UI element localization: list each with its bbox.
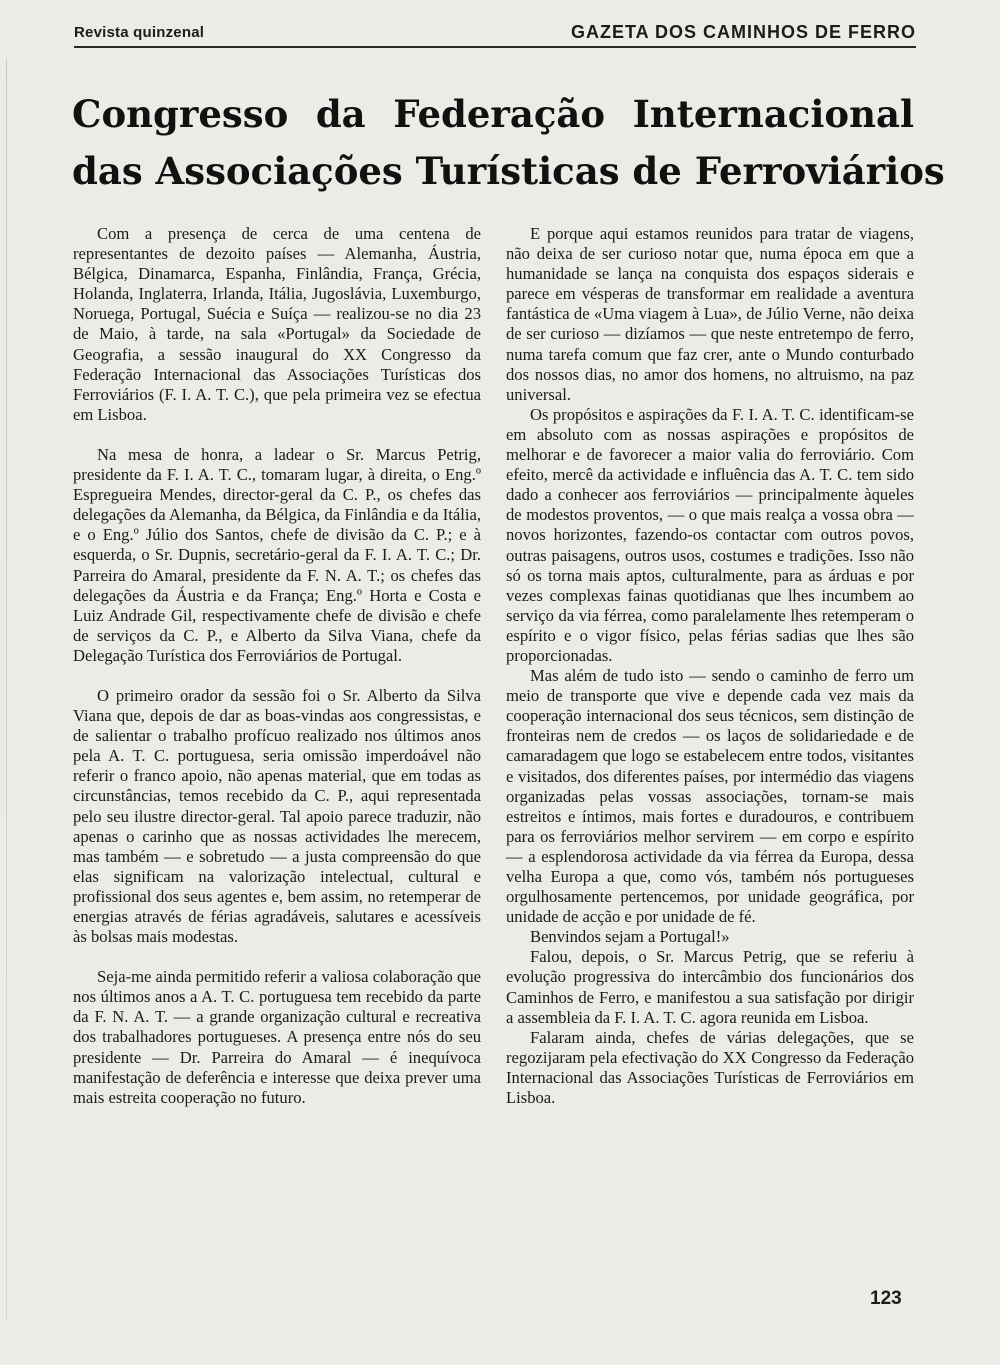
paragraph: E porque aqui estamos reunidos para tratar de viagens, não deixa de ser curioso notar que, numa época em que a humanidade se lança na conquista dos espaços siderais e parece em vésperas de transformar em realidade a aventura fantástica de «Uma viagem à Lua», de Júlio Verne, não deixa de ser curioso — dizíamos — que neste entretempo de ferro, numa tarefa comum que faz crer, ante o Mundo conturbado dos nossos dias, no amor dos homens, no altruismo, na paz universal. [506, 224, 914, 404]
page-edge-line [6, 60, 7, 1320]
paragraph: Falaram ainda, chefes de várias delegações, que se regozijaram pela efectivação do XX Congresso da Federação Internacional das Associações Turísticas de Ferroviários em Lisboa. [506, 1027, 914, 1108]
right-column [506, 224, 914, 1108]
header-periodicity: Revista quinzenal [74, 24, 205, 41]
paragraph: Seja-me ainda permitido referir a valiosa colaboração que nos últimos anos a A. T. C. portuguesa tem recebido da parte da F. N. A. T. — a grande organização cultural e recreativa dos trabalhadores portugueses. A presença entre nós do seu presidente — Dr. Parreira do Amaral — é inequívoca manifestação de deferência e interesse que deixa prever uma mais estreita cooperação no futuro. [73, 967, 481, 1107]
header-publication-name: GAZETA DOS CAMINHOS DE FERRO [570, 22, 916, 42]
article-title [72, 86, 945, 200]
paragraph: Na mesa de honra, a ladear o Sr. Marcus Petrig, presidente da F. I. A. T. C., tomaram lugar, à direita, o Eng.º Espregueira Mendes, director-geral da C. P., os chefes das delegações da Alemanha, da Bélgica, da Finlândia e da Itália, e o Eng.º Júlio dos Santos, chefe de divisão da C. P.; e à esquerda, o Sr. Dupnis, secretário-geral da F. I. A. T. C.; Dr. Parreira do Amaral, presidente da F. N. A. T.; os chefes das delegações da Áustria e da França; Eng.º Horta e Costa e Luiz Andrade Gil, respectivamente chefe de divisão e chefe de serviços da C. P., e Alberto da Silva Viana, chefe da Delegação Turística dos Ferroviários de Portugal. [73, 444, 481, 665]
paragraph: Falou, depois, o Sr. Marcus Petrig, que se referiu à evolução progressiva do intercâmbio dos funcionários dos Caminhos de Ferro, e manifestou a sua satisfação por dirigir a assembleia da F. I. A. T. C. agora reunida em Lisboa. [506, 947, 914, 1027]
paragraph: Os propósitos e aspirações da F. I. A. T. C. identificam-se em absoluto com as nossas aspirações e propósitos de melhorar e de favorecer a maior valia do ferroviário. Com efeito, mercê da actividade e influência das A. T. C. tem sido dado a conhecer aos ferroviários — principalmente àqueles de modestos proventos, — o que mais realça a vossa obra — novos horizontes, fazendo-os contactar com outros povos, outras paisagens, outros usos, costumes e tradições. Isso não só os torna mais aptos, culturalmente, para as árduas e por vezes complexas fainas quotidianas que lhes incumbem ao serviço da via férrea, como paralelamente lhes retemperam o espírito e o vigor físico, pelas férias sadias que lhes são proporcionadas. [506, 404, 914, 665]
left-column [73, 224, 481, 1128]
title-line-1: Congresso da Federação Internacional [72, 92, 914, 136]
paragraph: Com a presença de cerca de uma centena de representantes de dezoito países — Alemanha, Áustria, Bélgica, Dinamarca, Espanha, Finlândia, França, Grécia, Holanda, Inglaterra, Irlanda, Itália, Jugoslávia, Luxemburgo, Noruega, Portugal, Suécia e Suíça — realizou-se no dia 23 de Maio, à tarde, na sala «Portugal» da Sociedade de Geografia, a sessão inaugural do XX Congresso da Federação Internacional das Associações Turísticas dos Ferroviários (F. I. A. T. C.), que pela primeira vez se efectua em Lisboa. [73, 224, 481, 424]
title-line-2: das Associações Turísticas de Ferroviários [72, 149, 945, 193]
running-header [74, 20, 916, 48]
page-number: 123 [870, 1288, 902, 1309]
paragraph: Benvindos sejam a Portugal!» [530, 927, 730, 947]
paragraph: O primeiro orador da sessão foi o Sr. Alberto da Silva Viana que, depois de dar as boas-vindas aos congressistas, e de salientar o trabalho profícuo realizado nos últimos anos pela A. T. C. portuguesa, seria omissão imperdoável não referir o franco apoio, não apenas material, que em todas as circunstâncias, temos recebido da C. P., aqui representada pelo seu ilustre director-geral. Tal apoio parece traduzir, não apenas o carinho que as nossas actividades lhe merecem, mas também — e sobretudo — a justa compreensão do que elas significam na valorização intelectual, cultural e profissional dos seus agentes e, bem assim, no retemperar de energias através de férias agradáveis, salutares e acessíveis às bolsas mais modestas. [73, 685, 481, 947]
paragraph: Mas além de tudo isto — sendo o caminho de ferro um meio de transporte que vive e depende cada vez mais da cooperação internacional dos seus técnicos, sem distinção de fronteiras nem de credos — os laços de solidariedade e de camaradagem que logo se estabelecem entre todos, visitantes e visitados, dos diferentes países, por intermédio das viagens organizadas pelas vossas associações, tornam-se mais estreitos e íntimos, mais fortes e duradouros, e contribuem para os ferroviários melhor servirem — em corpo e espírito — a esplendorosa actividade da via férrea da Europa, dessa velha Europa a que, como vós, também nós portugueses orgulhosamente pertencemos, por unidade geográfica, por unidade de acção e por unidade de fé. [506, 666, 914, 927]
